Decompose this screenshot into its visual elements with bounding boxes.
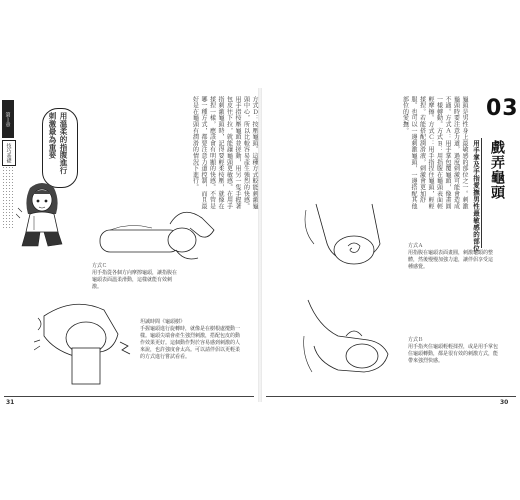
section-side-tab: 技巧基礎 — [2, 140, 16, 166]
caption-a-label: 方式Ａ — [408, 243, 424, 249]
hand-illustration-c — [90, 200, 220, 270]
caption-c-text: 用手指從各個方向摩擦龜頭，讓指腹在龜頭表面溫柔滑動，這樣就能有效刺激。 — [92, 270, 178, 290]
left-page-number: 31 — [6, 399, 15, 406]
dot-pattern — [2, 166, 14, 228]
right-page-number: 30 — [500, 399, 509, 406]
hand-illustration-d — [34, 296, 134, 386]
left-bottom-rule — [4, 396, 254, 397]
left-body-text: 方式Ｄ：按壓龜頭。這種方式較能刺激龜頭中心，所以比較容易產生強烈的快感。用手指按壓龜頭並搓動，用另一隻手握著包皮往下拉，就能讓龜頭更敏感。在用手指刺激龜頭時，記得要輕柔按壓，就像在揉捏一樣，應該會有明顯的快感。不管是哪一種方式，都要注意力道控制，而且最好是在龜頭有潤滑的情況下進行。 — [191, 96, 258, 210]
chapter-title: 戲弄龜頭 — [489, 140, 505, 200]
caption-c-label: 方式Ｃ — [92, 263, 108, 269]
speech-bubble-text: 用溫柔的指腹進行刺激最為重要 — [48, 112, 68, 175]
right-bottom-rule — [266, 396, 516, 397]
right-body-text: 龜頭是男性身上最敏感的部位之一。刺激龜頭時要注意力道，過度刺激可能會造成不適。方式Ａ：用手掌包覆龜頭，像畫圓一樣轉動。方式Ｂ：用指腹在龜頭表面輕輕摩擦。方式Ｃ：用手指捏住龜頭，輕輕揉捏。若能搭配潤滑液，刺激會更加舒服。也可以一邊刺激龜頭，一邊搭配其他部位的愛撫。 — [401, 96, 468, 210]
chapter-side-tab: 第１章 — [2, 100, 14, 138]
manga-girl-illustration — [16, 180, 68, 250]
hand-illustration-b — [298, 296, 408, 386]
caption-d-text: 手握龜頭進行旋轉時，就像是在樹根處攪動一樣。龜頭尖端會產生強烈刺激，搭配包皮的動作效果更好。這個動作對於容易感到刺激的人來說，也許強度會太高。可以請伴侶以更輕柔的方式進行嘗試看看。 — [140, 326, 241, 360]
hand-illustration-a — [296, 200, 416, 280]
caption-d-label: 坦誠時間《龜頭樹》 — [140, 319, 186, 325]
caption-a-text: 用指腹在龜頭表面畫圓，刺激龜頭的整體，然後慢慢加強力道，讓伴侶享受這種感覺。 — [408, 250, 494, 270]
chapter-number: 03 — [486, 96, 519, 121]
chapter-subtitle: 用手掌及手指愛撫男性最敏感的部位 — [472, 140, 480, 252]
chapter-rule — [481, 138, 482, 248]
caption-b-label: 方式Ｂ — [408, 337, 424, 343]
caption-b-text: 用手指夾住龜頭輕輕揉捏，或是用手掌包住龜頭轉動，都是很有效的刺激方式，能帶來強烈快感。 — [408, 344, 499, 364]
